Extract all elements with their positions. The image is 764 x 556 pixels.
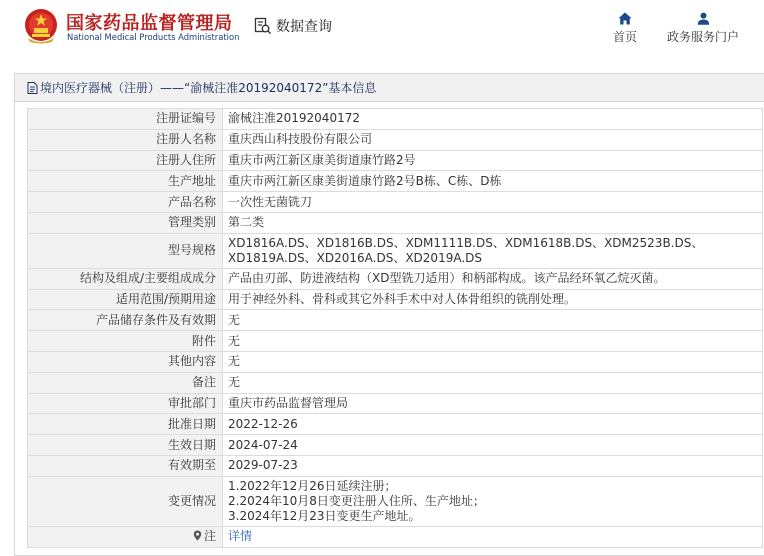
table-row xyxy=(28,476,763,526)
field-value: 无 xyxy=(223,331,763,352)
table-row xyxy=(28,351,763,372)
field-value: 1.2022年12月26日延续注册； 2.2024年10月8日变更注册人住所、生产地址； 3.2024年12月23日变更生产地址。 xyxy=(223,476,763,526)
site-header xyxy=(0,0,764,62)
data-query-icon xyxy=(254,17,272,35)
table-row xyxy=(28,150,763,171)
field-value: 重庆西山科技股份有限公司 xyxy=(223,129,763,150)
field-label: 变更情况 xyxy=(28,476,223,526)
field-label: 备注 xyxy=(28,372,223,393)
home-icon xyxy=(618,12,632,25)
field-label: 结构及组成/主要组成成分 xyxy=(28,268,223,289)
field-value: 重庆市两江新区康美街道康竹路2号 xyxy=(223,150,763,171)
panel-title xyxy=(15,74,764,102)
field-label: 型号规格 xyxy=(28,233,223,268)
site-title-en: National Medical Products Administration xyxy=(67,32,240,42)
national-emblem-icon xyxy=(24,8,58,44)
field-label: 注册人住所 xyxy=(28,150,223,171)
table-row xyxy=(28,435,763,456)
table-row xyxy=(28,192,763,213)
user-icon xyxy=(697,12,710,25)
site-title[interactable]: 国家药品监督管理局 xyxy=(66,13,233,34)
table-row xyxy=(28,171,763,192)
pin-icon xyxy=(193,530,202,541)
field-value: XD1816A.DS、XD1816B.DS、XDM1111B.DS、XDM1618B.DS、XDM2523B.DS、XD1819A.DS、XD2016A.DS、XD2019A.DS xyxy=(223,233,763,268)
data-query-link[interactable] xyxy=(254,16,332,36)
field-label: 产品储存条件及有效期 xyxy=(28,310,223,331)
field-value: 用于神经外科、骨科或其它外科手术中对人体骨组织的铣削处理。 xyxy=(223,289,763,310)
note-label-cell xyxy=(28,526,223,547)
field-value: 2024-07-24 xyxy=(223,435,763,456)
field-label: 附件 xyxy=(28,331,223,352)
nav-home[interactable] xyxy=(613,12,637,45)
field-value: 2029-07-23 xyxy=(223,455,763,476)
table-row xyxy=(28,233,763,268)
nav-service-label: 政务服务门户 xyxy=(667,30,740,44)
field-value: 一次性无菌铣刀 xyxy=(223,192,763,213)
info-table xyxy=(27,108,763,548)
document-icon xyxy=(27,82,38,94)
table-row xyxy=(28,268,763,289)
panel-title-text: 境内医疗器械（注册）——“渝械注准20192040172”基本信息 xyxy=(40,81,377,95)
field-label: 有效期至 xyxy=(28,455,223,476)
nav-service-portal[interactable] xyxy=(667,12,739,45)
table-row xyxy=(28,129,763,150)
table-row xyxy=(28,331,763,352)
table-row xyxy=(28,455,763,476)
field-label: 生效日期 xyxy=(28,435,223,456)
field-value: 渝械注准20192040172 xyxy=(223,109,763,130)
details-link[interactable]: 详情 xyxy=(228,529,253,544)
field-label: 批准日期 xyxy=(28,414,223,435)
table-row xyxy=(28,289,763,310)
field-label: 生产地址 xyxy=(28,171,223,192)
table-row xyxy=(28,414,763,435)
field-value: 2022-12-26 xyxy=(223,414,763,435)
field-label: 审批部门 xyxy=(28,393,223,414)
nav-home-label: 首页 xyxy=(613,30,638,44)
field-label: 管理类别 xyxy=(28,212,223,233)
field-label: 产品名称 xyxy=(28,192,223,213)
note-row xyxy=(28,526,763,547)
field-value: 无 xyxy=(223,351,763,372)
field-value: 重庆市药品监督管理局 xyxy=(223,393,763,414)
table-row xyxy=(28,212,763,233)
field-value: 第二类 xyxy=(223,212,763,233)
field-value: 无 xyxy=(223,372,763,393)
detail-panel xyxy=(14,73,764,556)
field-label: 适用范围/预期用途 xyxy=(28,289,223,310)
field-value: 产品由刃部、防进液结构（XD型铣刀适用）和柄部构成。该产品经环氧乙烷灭菌。 xyxy=(223,268,763,289)
data-query-label: 数据查询 xyxy=(276,19,332,35)
table-row xyxy=(28,310,763,331)
note-label: 注 xyxy=(203,529,216,544)
table-row xyxy=(28,372,763,393)
field-label: 注册人名称 xyxy=(28,129,223,150)
field-value: 重庆市两江新区康美街道康竹路2号B栋、C栋、D栋 xyxy=(223,171,763,192)
field-label: 其他内容 xyxy=(28,351,223,372)
field-label: 注册证编号 xyxy=(28,109,223,130)
table-row xyxy=(28,393,763,414)
table-row xyxy=(28,109,763,130)
field-value: 无 xyxy=(223,310,763,331)
